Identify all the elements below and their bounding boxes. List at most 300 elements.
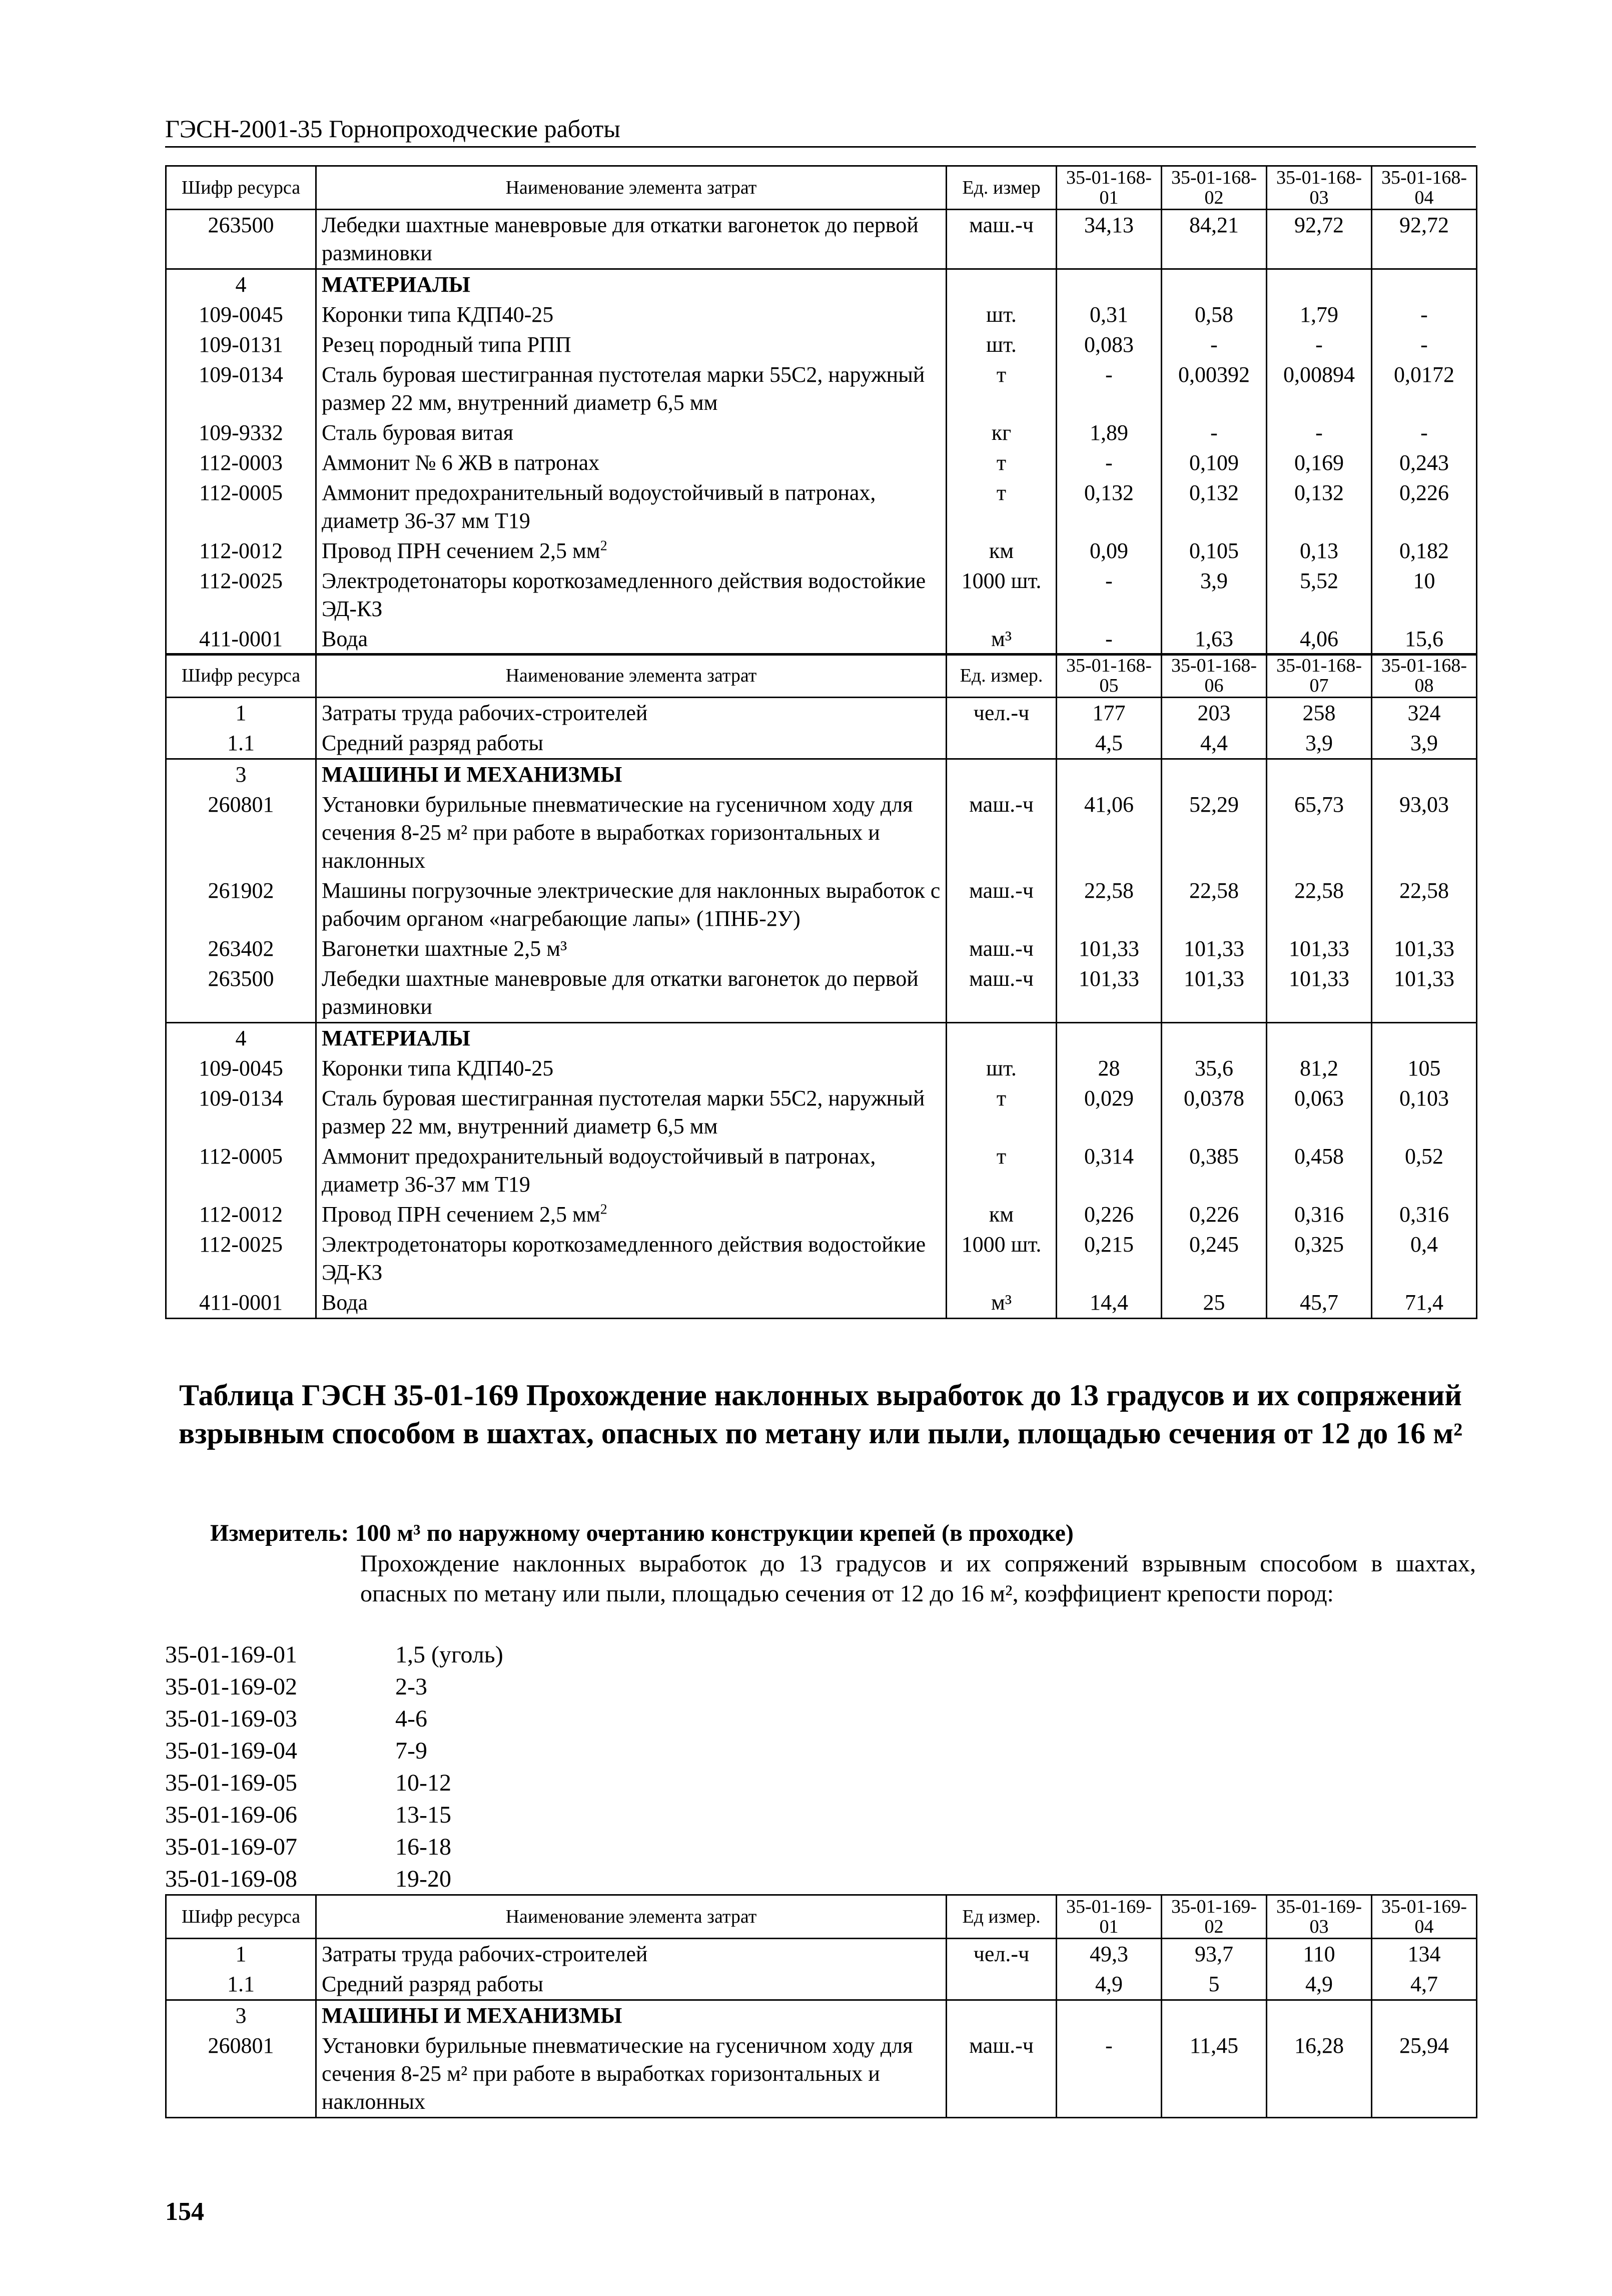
rock-hardness: 7-9: [395, 1738, 427, 1764]
code-list: [165, 1639, 866, 1895]
value-cell: 101,33: [1057, 964, 1162, 1023]
table-row: [166, 360, 1477, 418]
value-cell: 258: [1267, 698, 1372, 729]
resource-name-text: Машины погрузочные электрические для наклонных выработок с рабочим органом «нагребающие лапы» (1ПНБ-2У): [322, 878, 941, 931]
value-cell: 65,73: [1267, 790, 1372, 876]
resource-code: 1.1: [166, 1969, 316, 2000]
superscript: 2: [600, 538, 607, 554]
value-cell: 22,58: [1372, 876, 1477, 934]
resource-name: [316, 418, 947, 448]
value-cell: 0,109: [1162, 448, 1267, 478]
value-cell: 324: [1372, 698, 1477, 729]
table-row: [166, 964, 1477, 1023]
resource-code: 1: [166, 698, 316, 729]
value-cell: 105: [1372, 1053, 1477, 1083]
value-cell: 49,3: [1057, 1939, 1162, 1970]
value-cell: 101,33: [1162, 934, 1267, 964]
header-norm-code: 35-01-169-04: [1372, 1895, 1477, 1939]
resource-name-text: Сталь буровая витая: [322, 420, 514, 445]
unit: маш.-ч: [947, 876, 1057, 934]
header-name: Наименование элемента затрат: [316, 654, 947, 698]
resource-name: [316, 210, 947, 269]
value-cell: 0,385: [1162, 1141, 1267, 1200]
resource-name-text: Вода: [322, 1290, 368, 1315]
table-header-row: [166, 166, 1477, 210]
resource-code: 3: [166, 759, 316, 790]
table-row: [166, 698, 1477, 729]
value-cell: -: [1057, 566, 1162, 624]
unit: [947, 1969, 1057, 2000]
value-cell: 35,6: [1162, 1053, 1267, 1083]
resource-name: [316, 2031, 947, 2118]
resource-name-text: Установки бурильные пневматические на гусеничном ходу для сечения 8-25 м² при работе в выработках горизонтальных и наклонных: [322, 2033, 913, 2114]
norm-code: 35-01-169-04: [165, 1738, 297, 1764]
value-cell: 81,2: [1267, 1053, 1372, 1083]
value-cell: [1267, 269, 1372, 300]
resource-name-text: МАШИНЫ И МЕХАНИЗМЫ: [322, 2003, 622, 2028]
section-row: [166, 2000, 1477, 2031]
value-cell: 0,00894: [1267, 360, 1372, 418]
header-code: Шифр ресурса: [166, 1895, 316, 1939]
resource-name: [316, 624, 947, 655]
unit: шт.: [947, 300, 1057, 330]
value-cell: -: [1057, 448, 1162, 478]
unit: т: [947, 448, 1057, 478]
value-cell: [1372, 269, 1477, 300]
code-list-item: [165, 1863, 866, 1895]
table-header-row: [166, 654, 1477, 698]
resource-name: [316, 1200, 947, 1230]
header-norm-code: 35-01-168-02: [1162, 166, 1267, 210]
resource-name: [316, 360, 947, 418]
value-cell: 101,33: [1372, 934, 1477, 964]
value-cell: 0,029: [1057, 1083, 1162, 1141]
unit: чел.-ч: [947, 1939, 1057, 1970]
value-cell: 0,245: [1162, 1230, 1267, 1288]
resource-name: [316, 536, 947, 566]
table-row: [166, 1083, 1477, 1141]
table-row: [166, 624, 1477, 655]
value-cell: 0,458: [1267, 1141, 1372, 1200]
unit: т: [947, 1083, 1057, 1141]
value-cell: 0,316: [1372, 1200, 1477, 1230]
unit: м³: [947, 624, 1057, 655]
resource-name-text: Электродетонаторы короткозамедленного действия водостойкие ЭД-КЗ: [322, 1232, 926, 1285]
value-cell: 4,9: [1267, 1969, 1372, 2000]
value-cell: 177: [1057, 698, 1162, 729]
value-cell: 84,21: [1162, 210, 1267, 269]
section-heading: [316, 759, 947, 790]
section-heading: [316, 269, 947, 300]
norm-code: 35-01-169-03: [165, 1705, 297, 1732]
unit: маш.-ч: [947, 2031, 1057, 2118]
table-row: [166, 1200, 1477, 1230]
resource-code: 263402: [166, 934, 316, 964]
header-unit: Ед. измер.: [947, 654, 1057, 698]
value-cell: -: [1057, 624, 1162, 655]
resource-name-text: Аммонит предохранительный водоустойчивый в патронах, диаметр 36-37 мм Т19: [322, 480, 876, 533]
header-norm-code: 35-01-168-08: [1372, 654, 1477, 698]
resource-name: [316, 300, 947, 330]
unit: [947, 269, 1057, 300]
resource-name: [316, 1288, 947, 1319]
resource-name: [316, 790, 947, 876]
value-cell: -: [1162, 418, 1267, 448]
unit: маш.-ч: [947, 210, 1057, 269]
resource-name-text: Коронки типа КДП40-25: [322, 1056, 554, 1080]
resource-name: [316, 1230, 947, 1288]
value-cell: 10: [1372, 566, 1477, 624]
resource-code: 109-0134: [166, 360, 316, 418]
table-row: [166, 1053, 1477, 1083]
value-cell: 0,314: [1057, 1141, 1162, 1200]
value-cell: 0,132: [1162, 478, 1267, 536]
resource-name-text: Средний разряд работы: [322, 731, 543, 755]
code-list-item: [165, 1639, 866, 1671]
value-cell: 134: [1372, 1939, 1477, 1970]
resource-code: 4: [166, 1023, 316, 1054]
value-cell: -: [1372, 330, 1477, 360]
norm-code: 35-01-169-08: [165, 1866, 297, 1892]
table-row: [166, 1288, 1477, 1319]
resource-code: 109-0045: [166, 300, 316, 330]
resource-code: 260801: [166, 790, 316, 876]
value-cell: 0,182: [1372, 536, 1477, 566]
header-name: Наименование элемента затрат: [316, 166, 947, 210]
value-cell: [1057, 2000, 1162, 2031]
header-norm-code: 35-01-169-02: [1162, 1895, 1267, 1939]
table-row: [166, 418, 1477, 448]
value-cell: 0,169: [1267, 448, 1372, 478]
value-cell: 28: [1057, 1053, 1162, 1083]
resource-name-text: Электродетонаторы короткозамедленного действия водостойкие ЭД-КЗ: [322, 568, 926, 621]
value-cell: 52,29: [1162, 790, 1267, 876]
code-list-item: [165, 1703, 866, 1735]
resource-name-text: МАТЕРИАЛЫ: [322, 272, 470, 297]
header-unit: Ед измер.: [947, 1895, 1057, 1939]
unit: маш.-ч: [947, 790, 1057, 876]
resource-name: [316, 876, 947, 934]
rock-hardness: 13-15: [395, 1802, 451, 1828]
resource-code: 261902: [166, 876, 316, 934]
unit: [947, 728, 1057, 759]
description: Прохождение наклонных выработок до 13 градусов и их сопряжений взрывным способом в шахтах, опасных по метану или пыли, площадью сечения от 12 до 16 м², коэффициент крепости пород:: [360, 1550, 1476, 1607]
rock-hardness: 19-20: [395, 1866, 451, 1892]
value-cell: 0,226: [1162, 1200, 1267, 1230]
value-cell: 0,063: [1267, 1083, 1372, 1141]
resource-name: [316, 728, 947, 759]
value-cell: 0,243: [1372, 448, 1477, 478]
table-header-row: [166, 1895, 1477, 1939]
resource-code: 1.1: [166, 728, 316, 759]
unit: чел.-ч: [947, 698, 1057, 729]
resource-name-text: Коронки типа КДП40-25: [322, 302, 554, 327]
value-cell: 101,33: [1267, 964, 1372, 1023]
resource-code: 260801: [166, 2031, 316, 2118]
value-cell: 0,325: [1267, 1230, 1372, 1288]
resource-name-text: Затраты труда рабочих-строителей: [322, 1942, 648, 1966]
resource-code: 109-0131: [166, 330, 316, 360]
resource-name: [316, 1969, 947, 2000]
value-cell: 0,0378: [1162, 1083, 1267, 1141]
value-cell: 0,226: [1057, 1200, 1162, 1230]
unit: [947, 1023, 1057, 1054]
resource-code: 112-0025: [166, 1230, 316, 1288]
resource-code: 263500: [166, 964, 316, 1023]
unit: шт.: [947, 1053, 1057, 1083]
table-row: [166, 210, 1477, 269]
unit: 1000 шт.: [947, 566, 1057, 624]
resource-name-text: МАШИНЫ И МЕХАНИЗМЫ: [322, 762, 622, 787]
value-cell: [1162, 759, 1267, 790]
value-cell: 34,13: [1057, 210, 1162, 269]
table-row: [166, 300, 1477, 330]
table-row: [166, 790, 1477, 876]
value-cell: 41,06: [1057, 790, 1162, 876]
header-norm-code: 35-01-169-03: [1267, 1895, 1372, 1939]
unit: т: [947, 478, 1057, 536]
value-cell: 5,52: [1267, 566, 1372, 624]
value-cell: 4,06: [1267, 624, 1372, 655]
table-row: [166, 478, 1477, 536]
value-cell: [1057, 269, 1162, 300]
value-cell: 25: [1162, 1288, 1267, 1319]
rock-hardness: 2-3: [395, 1673, 427, 1700]
value-cell: -: [1372, 418, 1477, 448]
value-cell: 4,5: [1057, 728, 1162, 759]
header-norm-code: 35-01-168-07: [1267, 654, 1372, 698]
norm-code: 35-01-169-02: [165, 1673, 297, 1700]
resource-code: 112-0003: [166, 448, 316, 478]
norm-code: 35-01-169-05: [165, 1770, 297, 1796]
value-cell: -: [1057, 2031, 1162, 2118]
value-cell: 0,52: [1372, 1141, 1477, 1200]
resource-code: 411-0001: [166, 1288, 316, 1319]
value-cell: 0,13: [1267, 536, 1372, 566]
table-row: [166, 536, 1477, 566]
value-cell: 0,09: [1057, 536, 1162, 566]
value-cell: 0,31: [1057, 300, 1162, 330]
norm-code: 35-01-169-06: [165, 1802, 297, 1828]
resource-name-text: Провод ПРН сечением 2,5 мм: [322, 538, 600, 563]
header-name: Наименование элемента затрат: [316, 1895, 947, 1939]
value-cell: -: [1057, 360, 1162, 418]
resource-name: [316, 698, 947, 729]
value-cell: 3,9: [1267, 728, 1372, 759]
unit: м³: [947, 1288, 1057, 1319]
header-code: Шифр ресурса: [166, 654, 316, 698]
resource-code: 112-0005: [166, 1141, 316, 1200]
resource-code: 3: [166, 2000, 316, 2031]
value-cell: 1,89: [1057, 418, 1162, 448]
resource-name: [316, 1053, 947, 1083]
unit: км: [947, 536, 1057, 566]
resource-name-text: Аммонит № 6 ЖВ в патронах: [322, 450, 600, 475]
value-cell: -: [1162, 330, 1267, 360]
meter-text: 100 м³ по наружному очертанию конструкции крепей (в проходке): [355, 1520, 1074, 1546]
resource-name-text: Аммонит предохранительный водоустойчивый в патронах, диаметр 36-37 мм Т19: [322, 1144, 876, 1197]
table-row: [166, 2031, 1477, 2118]
value-cell: [1372, 2000, 1477, 2031]
value-cell: 0,215: [1057, 1230, 1162, 1288]
resource-name-text: Установки бурильные пневматические на гусеничном ходу для сечения 8-25 м² при работе в выработках горизонтальных и наклонных: [322, 792, 913, 873]
value-cell: 5: [1162, 1969, 1267, 2000]
resource-table-168-01-04: [165, 165, 1477, 656]
resource-name-text: Лебедки шахтные маневровые для откатки вагонеток до первой разминовки: [322, 213, 919, 265]
value-cell: 101,33: [1162, 964, 1267, 1023]
value-cell: 4,7: [1372, 1969, 1477, 2000]
resource-code: 109-0134: [166, 1083, 316, 1141]
header-code: Шифр ресурса: [166, 166, 316, 210]
resource-name: [316, 934, 947, 964]
table-row: [166, 330, 1477, 360]
value-cell: 16,28: [1267, 2031, 1372, 2118]
resource-code: 263500: [166, 210, 316, 269]
value-cell: 203: [1162, 698, 1267, 729]
value-cell: 110: [1267, 1939, 1372, 1970]
code-list-item: [165, 1735, 866, 1767]
running-header: ГЭСН-2001-35 Горнопроходческие работы: [165, 114, 1476, 148]
header-norm-code: 35-01-168-01: [1057, 166, 1162, 210]
table-row: [166, 876, 1477, 934]
resource-name: [316, 1939, 947, 1970]
value-cell: 0,4: [1372, 1230, 1477, 1288]
resource-name-text: Сталь буровая шестигранная пустотелая марки 55С2, наружный размер 22 мм, внутренний диаметр 6,5 мм: [322, 362, 925, 415]
resource-code: 112-0005: [166, 478, 316, 536]
page-number: 154: [165, 2197, 204, 2226]
section-heading: [316, 2000, 947, 2031]
resource-code: 112-0012: [166, 1200, 316, 1230]
resource-table-168-05-08: [165, 653, 1477, 1319]
unit: кг: [947, 418, 1057, 448]
value-cell: 25,94: [1372, 2031, 1477, 2118]
norm-code: 35-01-169-01: [165, 1641, 297, 1668]
resource-name: [316, 1083, 947, 1141]
resource-name-text: Сталь буровая шестигранная пустотелая марки 55С2, наружный размер 22 мм, внутренний диаметр 6,5 мм: [322, 1086, 925, 1138]
value-cell: [1162, 1023, 1267, 1054]
unit: [947, 2000, 1057, 2031]
value-cell: 1,63: [1162, 624, 1267, 655]
table-row: [166, 1939, 1477, 1970]
resource-name-text: МАТЕРИАЛЫ: [322, 1026, 470, 1050]
value-cell: 15,6: [1372, 624, 1477, 655]
resource-name-text: Вода: [322, 627, 368, 651]
header-norm-code: 35-01-168-05: [1057, 654, 1162, 698]
unit: т: [947, 1141, 1057, 1200]
value-cell: -: [1372, 300, 1477, 330]
meter-label: Измеритель:: [210, 1520, 349, 1546]
section-title: Таблица ГЭСН 35-01-169 Прохождение наклонных выработок до 13 градусов и их сопряжений взрывным способом в шахтах, опасных по метану или пыли, площадью сечения от 12 до 16 м²: [178, 1379, 1463, 1450]
header-norm-code: 35-01-168-04: [1372, 166, 1477, 210]
resource-name: [316, 566, 947, 624]
header-norm-code: 35-01-168-03: [1267, 166, 1372, 210]
value-cell: 11,45: [1162, 2031, 1267, 2118]
section-row: [166, 759, 1477, 790]
value-cell: [1372, 759, 1477, 790]
value-cell: 0,132: [1057, 478, 1162, 536]
resource-name-text: Затраты труда рабочих-строителей: [322, 701, 648, 725]
section-row: [166, 269, 1477, 300]
value-cell: 93,03: [1372, 790, 1477, 876]
resource-name: [316, 478, 947, 536]
resource-name-text: Провод ПРН сечением 2,5 мм: [322, 1202, 600, 1227]
section-row: [166, 1023, 1477, 1054]
code-list-item: [165, 1799, 866, 1831]
value-cell: 3,9: [1372, 728, 1477, 759]
value-cell: 1,79: [1267, 300, 1372, 330]
value-cell: 0,103: [1372, 1083, 1477, 1141]
table-row: [166, 1230, 1477, 1288]
value-cell: 92,72: [1372, 210, 1477, 269]
resource-code: 112-0025: [166, 566, 316, 624]
table-row: [166, 1141, 1477, 1200]
code-list-item: [165, 1767, 866, 1799]
unit: т: [947, 360, 1057, 418]
value-cell: 93,7: [1162, 1939, 1267, 1970]
value-cell: -: [1267, 330, 1372, 360]
rock-hardness: 1,5 (уголь): [395, 1641, 503, 1668]
value-cell: [1372, 1023, 1477, 1054]
value-cell: 101,33: [1057, 934, 1162, 964]
header-unit: Ед. измер: [947, 166, 1057, 210]
value-cell: 0,316: [1267, 1200, 1372, 1230]
unit: км: [947, 1200, 1057, 1230]
value-cell: [1162, 2000, 1267, 2031]
value-cell: 71,4: [1372, 1288, 1477, 1319]
value-cell: [1162, 269, 1267, 300]
resource-table-169-01-04: [165, 1894, 1477, 2118]
unit: шт.: [947, 330, 1057, 360]
value-cell: 0,226: [1372, 478, 1477, 536]
unit: маш.-ч: [947, 964, 1057, 1023]
unit: 1000 шт.: [947, 1230, 1057, 1288]
code-list-item: [165, 1831, 866, 1863]
resource-code: 4: [166, 269, 316, 300]
resource-name: [316, 964, 947, 1023]
value-cell: 92,72: [1267, 210, 1372, 269]
value-cell: [1267, 2000, 1372, 2031]
resource-code: 411-0001: [166, 624, 316, 655]
value-cell: 0,0172: [1372, 360, 1477, 418]
value-cell: 45,7: [1267, 1288, 1372, 1319]
resource-code: 112-0012: [166, 536, 316, 566]
resource-name-text: Вагонетки шахтные 2,5 м³: [322, 936, 567, 961]
resource-name: [316, 448, 947, 478]
value-cell: 101,33: [1267, 934, 1372, 964]
rock-hardness: 16-18: [395, 1834, 451, 1860]
resource-code: 1: [166, 1939, 316, 1970]
code-list-item: [165, 1671, 866, 1703]
resource-name-text: Лебедки шахтные маневровые для откатки вагонеток до первой разминовки: [322, 966, 919, 1019]
value-cell: 14,4: [1057, 1288, 1162, 1319]
resource-name-text: Резец породный типа РПП: [322, 332, 571, 357]
value-cell: 22,58: [1162, 876, 1267, 934]
value-cell: 0,105: [1162, 536, 1267, 566]
value-cell: [1057, 1023, 1162, 1054]
value-cell: -: [1267, 418, 1372, 448]
table-row: [166, 1969, 1477, 2000]
value-cell: 4,9: [1057, 1969, 1162, 2000]
table-row: [166, 566, 1477, 624]
rock-hardness: 4-6: [395, 1705, 427, 1732]
resource-name: [316, 330, 947, 360]
value-cell: 22,58: [1057, 876, 1162, 934]
value-cell: 22,58: [1267, 876, 1372, 934]
section-heading: [316, 1023, 947, 1054]
resource-name-text: Средний разряд работы: [322, 1972, 543, 1996]
superscript: 2: [600, 1202, 607, 1218]
header-norm-code: 35-01-169-01: [1057, 1895, 1162, 1939]
